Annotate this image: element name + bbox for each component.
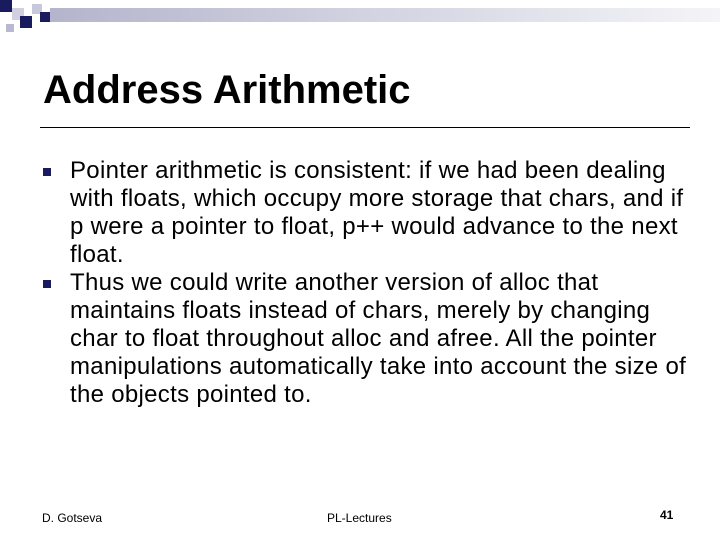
- bullet-list: [40, 157, 700, 409]
- bullet-item: [40, 157, 700, 269]
- deco-square-1: [0, 0, 12, 12]
- bullet-text: Pointer arithmetic is consistent: if we had been dealing with floats, which occupy more storage that chars, and if p were a pointer to float, p++ would advance to the next float.: [70, 157, 684, 268]
- page-number: 41: [660, 508, 674, 522]
- bullet-text: Thus we could write another version of alloc that maintains floats instead of chars, merely by changing char to float throughout alloc and afree. All the pointer manipulations automatically take into account the size of the objects pointed to.: [70, 269, 687, 408]
- deco-square-5: [6, 24, 14, 32]
- title-underline: [40, 127, 690, 128]
- top-gradient-bar: [50, 8, 720, 22]
- square-bullet-icon: [43, 280, 51, 288]
- bullet-item: [40, 269, 700, 409]
- square-bullet-icon: [43, 168, 51, 176]
- footer-course: PL-Lectures: [327, 511, 392, 525]
- slide-title: Address Arithmetic: [43, 68, 411, 112]
- footer-author: D. Gotseva: [42, 511, 103, 525]
- corner-decoration: [0, 0, 720, 40]
- deco-square-3: [20, 16, 32, 28]
- deco-square-6: [40, 12, 50, 22]
